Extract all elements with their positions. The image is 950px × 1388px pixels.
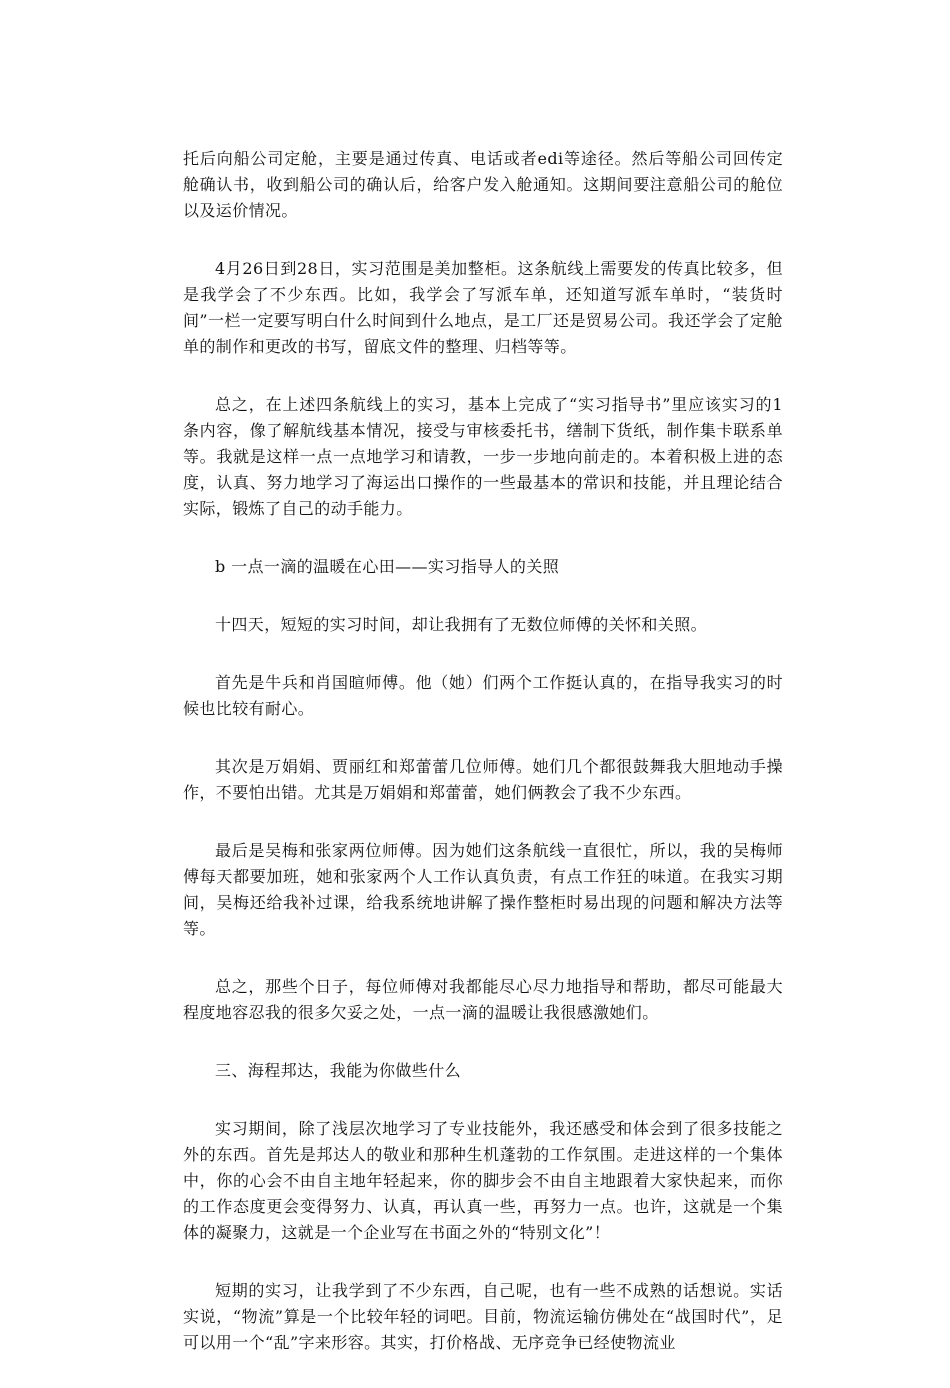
paragraph-fourteen-days: 十四天，短短的实习时间，却让我拥有了无数位师傅的关怀和关照。 bbox=[215, 615, 708, 634]
paragraph-first-mentors: 首先是牛兵和肖国暄师傅。他（她）们两个工作挺认真的，在指导我实习的时候也比较有耐心。 bbox=[183, 673, 783, 718]
paragraph-second-mentors: 其次是万娟娟、贾丽红和郑蕾蕾几位师傅。她们几个都很鼓舞我大胆地动手操作，不要怕出错。尤其是万娟娟和郑蕾蕾，她们俩教会了我不少东西。 bbox=[183, 757, 783, 802]
document-body bbox=[183, 146, 783, 1388]
paragraph-mentors-summary: 总之，那些个日子，每位师傅对我都能尽心尽力地指导和帮助，都尽可能最大程度地容忍我的很多欠妥之处，一点一滴的温暖让我很感激她们。 bbox=[183, 977, 783, 1022]
section-heading-three: 三、海程邦达，我能为你做些什么 bbox=[215, 1061, 462, 1080]
paragraph-logistics-thoughts: 短期的实习，让我学到了不少东西，自己呢，也有一些不成熟的话想说。实话实说，“物流”算是一个比较年轻的词吧。目前，物流运输仿佛处在“战国时代”，足可以用一个“乱”字来形容。其实，打价格战、无序竞争已经使物流业 bbox=[183, 1281, 783, 1352]
paragraph-summary-routes: 总之，在上述四条航线上的实习，基本上完成了“实习指导书”里应该实习的1条内容，像了解航线基本情况，接受与审核委托书，缮制下货纸，制作集卡联系单等。我就是这样一点一点地学习和请教，一步一步地向前走的。本着积极上进的态度，认真、努力地学习了海运出口操作的一些最基本的常识和技能，并且理论结合实际，锻炼了自己的动手能力。 bbox=[183, 395, 783, 518]
paragraph-last-mentors: 最后是吴梅和张家两位师傅。因为她们这条航线一直很忙，所以，我的吴梅师傅每天都要加班，她和张家两个人工作认真负责，有点工作狂的味道。在我实习期间，吴梅还给我补过课，给我系统地讲解了操作整柜时易出现的问题和解决方法等等。 bbox=[183, 841, 783, 938]
paragraph-booking-process: 托后向船公司定舱，主要是通过传真、电话或者edi等途径。然后等船公司回传定舱确认书，收到船公司的确认后，给客户发入舱通知。这期间要注意船公司的舱位以及运价情况。 bbox=[183, 149, 783, 220]
paragraph-us-canada-fcl: 4月26日到28日，实习范围是美加整柜。这条航线上需要发的传真比较多，但是我学会了不少东西。比如，我学会了写派车单，还知道写派车单时，“装货时间”一栏一定要写明白什么时间到什么地点，是工厂还是贸易公司。我还学会了定舱单的制作和更改的书写，留底文件的整理、归档等等。 bbox=[183, 259, 783, 356]
paragraph-company-culture: 实习期间，除了浅层次地学习了专业技能外，我还感受和体会到了很多技能之外的东西。首先是邦达人的敬业和那种生机蓬勃的工作氛围。走进这样的一个集体中，你的心会不由自主地年轻起来，你的脚步会不由自主地跟着大家快起来，而你的工作态度更会变得努力、认真，再认真一些，再努力一点。也许，这就是一个集体的凝聚力，这就是一个企业写在书面之外的“特别文化”！ bbox=[183, 1119, 783, 1242]
section-heading-b: b 一点一滴的温暖在心田——实习指导人的关照 bbox=[215, 557, 560, 576]
